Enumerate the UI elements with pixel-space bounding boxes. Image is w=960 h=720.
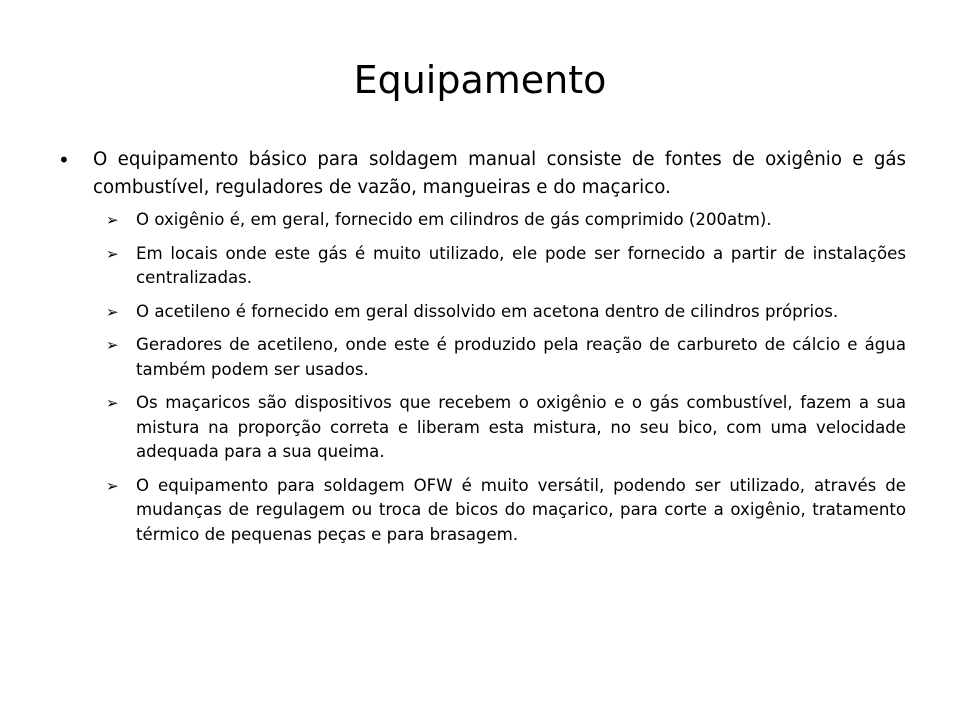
- slide-title: Equipamento: [353, 58, 607, 102]
- sub-bullet-item: [58, 242, 906, 291]
- bullet-dot-icon: •: [58, 148, 70, 172]
- arrow-bullet-icon: ➢: [106, 211, 119, 229]
- arrow-bullet-icon: ➢: [106, 476, 119, 495]
- sub-bullet-item: [58, 474, 906, 548]
- sub-bullet-text: O equipamento para soldagem OFW é muito versátil, podendo ser utilizado, através de mudanças de regulagem ou troca de bicos do maçarico, para corte a oxigênio, tratamento térmico de pequenas peças e para brasagem.: [136, 475, 906, 544]
- main-bullet: [58, 146, 906, 202]
- slide-content: [58, 146, 906, 556]
- arrow-bullet-icon: ➢: [106, 394, 119, 412]
- sub-bullet-item: [58, 333, 906, 382]
- arrow-bullet-icon: ➢: [106, 244, 119, 263]
- sub-bullet-text: Em locais onde este gás é muito utilizado, ele pode ser fornecido a partir de instalações centralizadas.: [136, 243, 906, 287]
- sub-bullet-item: [58, 391, 906, 465]
- sub-bullet-text: Os maçaricos são dispositivos que recebem o oxigênio e o gás combustível, fazem a sua mistura na proporção correta e liberam esta mistura, no seu bico, com uma velocidade adequada para a sua queima.: [136, 393, 906, 461]
- main-bullet-text: O equipamento básico para soldagem manual consiste de fontes de oxigênio e gás combustível, reguladores de vazão, mangueiras e do maçarico.: [93, 149, 906, 198]
- arrow-bullet-icon: ➢: [106, 336, 119, 354]
- sub-bullet-item: [58, 208, 906, 233]
- arrow-bullet-icon: ➢: [106, 302, 119, 321]
- sub-bullet-text: O acetileno é fornecido em geral dissolvido em acetona dentro de cilindros próprios.: [136, 301, 839, 321]
- sub-bullet-list: [58, 208, 906, 547]
- sub-bullet-text: O oxigênio é, em geral, fornecido em cilindros de gás comprimido (200atm).: [136, 210, 772, 229]
- sub-bullet-text: Geradores de acetileno, onde este é produzido pela reação de carbureto de cálcio e água também podem ser usados.: [136, 335, 906, 379]
- sub-bullet-item: [58, 300, 906, 325]
